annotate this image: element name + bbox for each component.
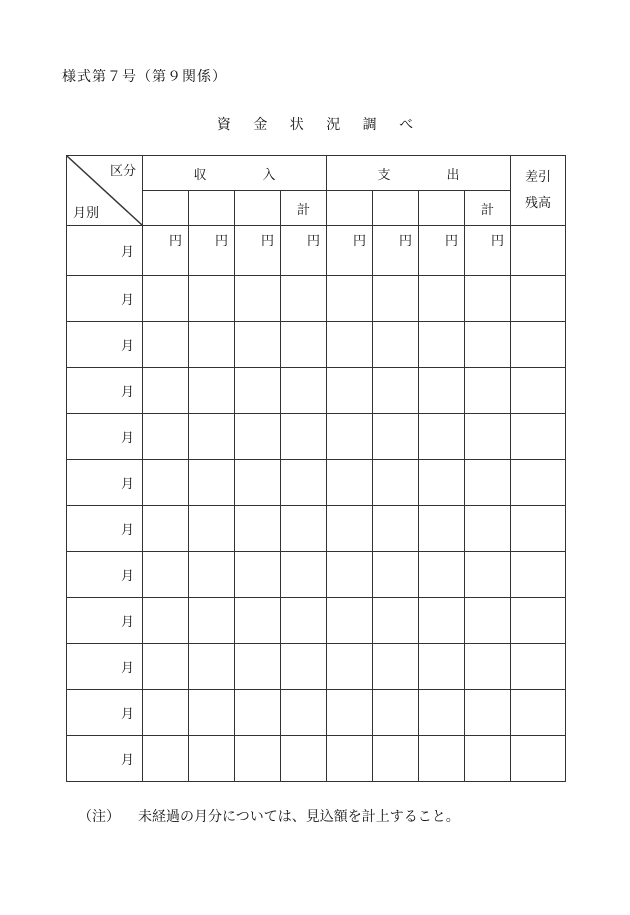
expense-total-header: 計 [465,191,511,226]
fund-status-table [66,155,566,782]
amount-cell [327,552,373,598]
amount-cell [235,460,281,506]
yen-unit: 円 [327,226,373,276]
yen-unit: 円 [281,226,327,276]
title-char: べ [399,117,414,133]
amount-cell [327,460,373,506]
amount-cell [281,460,327,506]
month-cell: 月 [67,276,143,322]
amount-cell [465,552,511,598]
expense-char-2: 出 [446,167,460,183]
amount-cell [327,414,373,460]
month-cell: 月 [67,690,143,736]
amount-cell [143,368,189,414]
amount-cell [373,598,419,644]
yen-unit: 円 [189,226,235,276]
amount-cell [281,736,327,782]
amount-cell [281,368,327,414]
table-row [67,690,566,736]
amount-cell [373,460,419,506]
amount-cell [235,644,281,690]
amount-cell [143,690,189,736]
amount-cell [189,552,235,598]
expense-char-1: 支 [377,167,391,183]
balance-cell [511,368,566,414]
amount-cell [373,276,419,322]
balance-cell [511,552,566,598]
amount-cell [143,322,189,368]
amount-cell [189,368,235,414]
month-cell: 月 [67,552,143,598]
amount-cell [281,322,327,368]
month-cell: 月 [67,226,143,276]
amount-cell [281,644,327,690]
amount-cell [281,506,327,552]
amount-cell [235,598,281,644]
amount-cell [189,276,235,322]
footnote [78,806,460,826]
balance-cell [511,690,566,736]
balance-cell [511,414,566,460]
amount-cell [189,644,235,690]
balance-cell [511,460,566,506]
table-row [67,644,566,690]
table-row [67,736,566,782]
month-cell: 月 [67,644,143,690]
amount-cell [419,506,465,552]
amount-cell [465,644,511,690]
amount-cell [419,736,465,782]
form-number: 様式第７号（第９関係） [62,69,227,85]
yen-unit: 円 [235,226,281,276]
amount-cell [327,322,373,368]
title-char: 金 [253,117,268,133]
amount-cell [419,598,465,644]
table-row [67,598,566,644]
month-cell: 月 [67,736,143,782]
table-row [67,226,566,276]
yen-unit: 円 [373,226,419,276]
yen-unit: 円 [419,226,465,276]
amount-cell [235,368,281,414]
table-row [67,414,566,460]
amount-cell [419,368,465,414]
title-char: 資 [216,117,231,133]
amount-cell [373,552,419,598]
income-total-header: 計 [281,191,327,226]
diagonal-header-cell [67,156,143,226]
amount-cell [281,690,327,736]
amount-cell [465,506,511,552]
balance-cell [511,736,566,782]
income-subcolumn-2 [189,191,235,226]
expense-subcolumn-1 [327,191,373,226]
amount-cell [465,368,511,414]
table-row [67,460,566,506]
amount-cell [189,460,235,506]
amount-cell [419,276,465,322]
month-cell: 月 [67,414,143,460]
month-cell: 月 [67,506,143,552]
amount-cell [281,552,327,598]
amount-cell [373,368,419,414]
amount-cell [327,506,373,552]
yen-unit: 円 [465,226,511,276]
month-cell: 月 [67,460,143,506]
amount-cell [465,460,511,506]
amount-cell [143,460,189,506]
amount-cell [373,690,419,736]
document-title [0,114,630,134]
income-header [143,156,327,191]
amount-cell [189,506,235,552]
amount-cell [189,690,235,736]
title-char: 況 [326,117,341,133]
amount-cell [281,276,327,322]
amount-cell [281,414,327,460]
category-label: 区分 [109,164,136,179]
balance-line-1: 差引 [525,169,552,185]
amount-cell [143,276,189,322]
expense-subcolumn-3 [419,191,465,226]
amount-cell [465,276,511,322]
amount-cell [143,414,189,460]
table-row [67,506,566,552]
amount-cell [143,552,189,598]
amount-cell [419,690,465,736]
amount-cell [373,506,419,552]
balance-header [511,156,566,226]
amount-cell [327,736,373,782]
month-cell: 月 [67,598,143,644]
amount-cell [235,322,281,368]
amount-cell [189,414,235,460]
amount-cell [327,276,373,322]
balance-cell [511,506,566,552]
income-char-1: 収 [193,167,207,183]
amount-cell [465,736,511,782]
amount-cell [143,644,189,690]
income-subcolumn-3 [235,191,281,226]
amount-cell [281,598,327,644]
balance-cell [511,598,566,644]
month-cell: 月 [67,322,143,368]
expense-subcolumn-2 [373,191,419,226]
amount-cell [143,598,189,644]
amount-cell [327,368,373,414]
amount-cell [373,736,419,782]
amount-cell [235,506,281,552]
title-char: 状 [289,117,304,133]
amount-cell [419,322,465,368]
amount-cell [465,690,511,736]
amount-cell [235,736,281,782]
amount-cell [189,736,235,782]
amount-cell [419,460,465,506]
table-row [67,322,566,368]
month-cell: 月 [67,368,143,414]
yen-unit: 円 [143,226,189,276]
amount-cell [189,322,235,368]
amount-cell [419,414,465,460]
amount-cell [235,690,281,736]
month-column-label: 月別 [73,206,100,221]
amount-cell [143,736,189,782]
table-row [67,552,566,598]
balance-cell [511,276,566,322]
income-char-2: 入 [262,167,276,183]
note-text: 未経過の月分については、見込額を計上すること。 [138,809,460,825]
amount-cell [189,598,235,644]
amount-cell [465,322,511,368]
amount-cell [373,644,419,690]
amount-cell [327,690,373,736]
amount-cell [327,644,373,690]
amount-cell [465,414,511,460]
balance-line-2: 残高 [525,195,552,211]
amount-cell [419,644,465,690]
amount-cell [373,414,419,460]
amount-cell [235,552,281,598]
balance-cell [511,644,566,690]
amount-cell [373,322,419,368]
expense-header [327,156,511,191]
amount-cell [235,414,281,460]
amount-cell [235,276,281,322]
title-char: 調 [362,117,377,133]
balance-cell [511,322,566,368]
balance-cell [511,226,566,276]
table-row [67,276,566,322]
table-row [67,368,566,414]
amount-cell [419,552,465,598]
amount-cell [143,506,189,552]
note-prefix: （注） [78,809,120,825]
amount-cell [465,598,511,644]
amount-cell [327,598,373,644]
income-subcolumn-1 [143,191,189,226]
